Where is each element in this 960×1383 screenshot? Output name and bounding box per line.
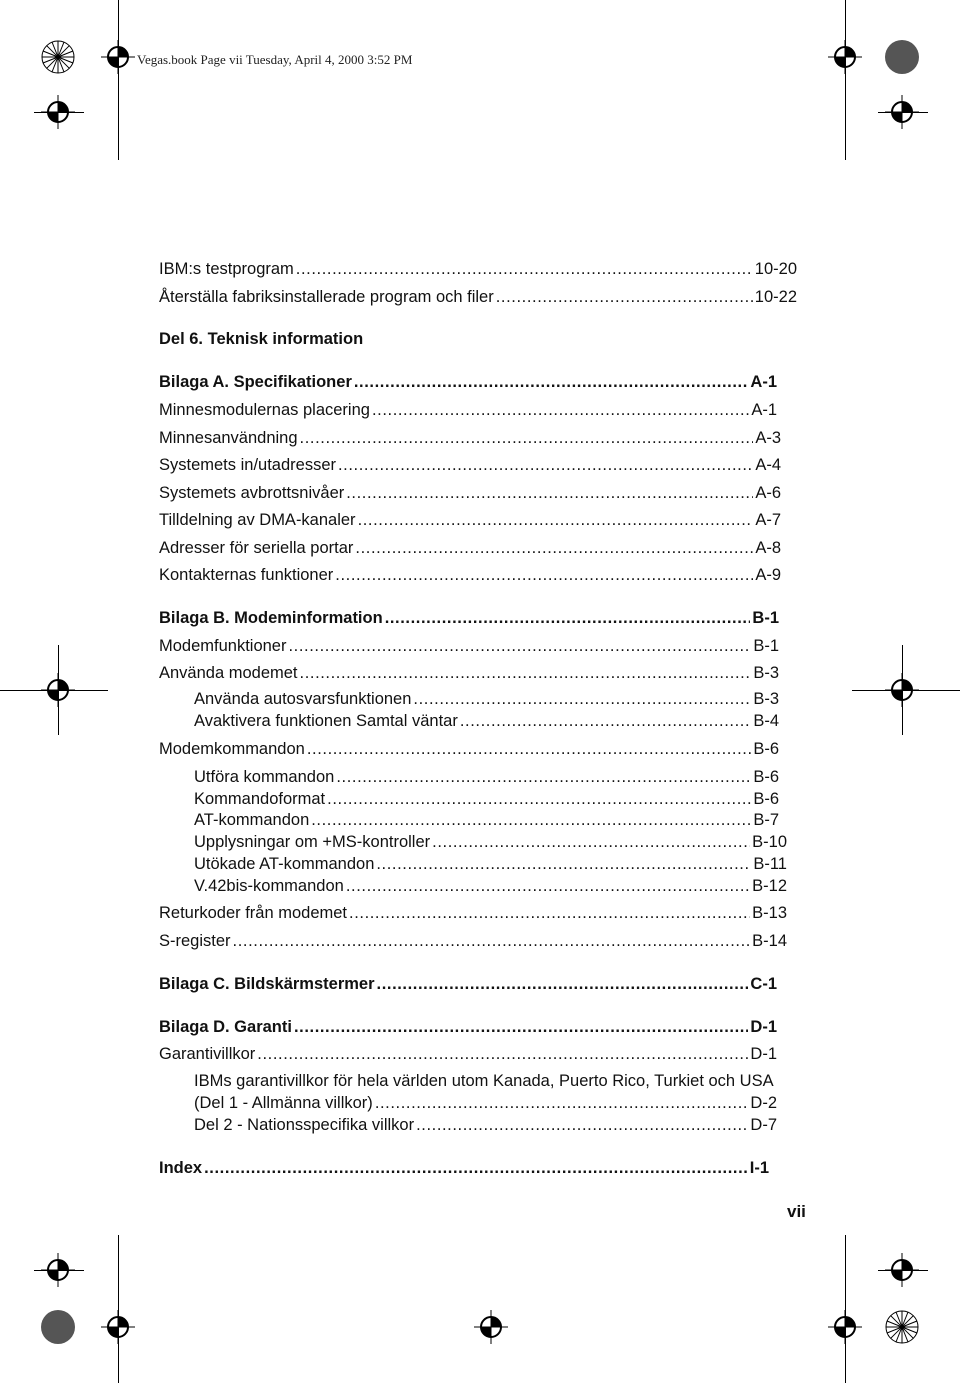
print-header: Vegas.book Page vii Tuesday, April 4, 2000 3:52 PM bbox=[137, 52, 413, 67]
gray-patch-icon bbox=[41, 1310, 75, 1344]
toc-entry[interactable]: (Del 1 - Allmänna villkor) ..... D-2 bbox=[194, 1092, 777, 1114]
toc-entry[interactable]: Avaktivera funktionen Samtal väntar ..... B-4 bbox=[194, 710, 779, 732]
registration-target-icon bbox=[101, 1310, 135, 1344]
toc-entry[interactable]: Bilaga A. Specifikationer ..... A-1 bbox=[159, 371, 777, 393]
toc-entry[interactable]: Returkoder från modemet ..... B-13 bbox=[159, 902, 787, 924]
registration-target-icon bbox=[41, 1253, 75, 1287]
toc-entry[interactable]: Index ..... I-1 bbox=[159, 1157, 769, 1179]
page-number: vii bbox=[787, 1202, 806, 1221]
toc-entry[interactable]: Systemets avbrottsnivåer ..... A-6 bbox=[159, 482, 781, 504]
toc-entry[interactable]: Bilaga D. Garanti ..... D-1 bbox=[159, 1016, 777, 1038]
toc-entry[interactable]: Återställa fabriksinstallerade program och filer ..... 10-22 bbox=[159, 286, 797, 308]
toc-entry[interactable]: Modemkommandon ..... B-6 bbox=[159, 738, 779, 760]
registration-target-icon bbox=[41, 95, 75, 129]
toc-entry[interactable]: Kommandoformat ..... B-6 bbox=[194, 788, 779, 810]
registration-target-icon bbox=[885, 673, 919, 707]
toc-entry[interactable]: Modemfunktioner ..... B-1 bbox=[159, 635, 779, 657]
registration-target-icon bbox=[885, 1253, 919, 1287]
toc-entry[interactable]: Adresser för seriella portar ..... A-8 bbox=[159, 537, 781, 559]
toc-entry-text[interactable]: IBMs garantivillkor för hela världen utom Kanada, Puerto Rico, Turkiet och USA bbox=[194, 1072, 774, 1090]
toc-entry[interactable]: Del 2 - Nationsspecifika villkor ..... D-7 bbox=[194, 1114, 777, 1136]
toc-entry[interactable]: Minnesmodulernas placering ..... A-1 bbox=[159, 399, 777, 421]
toc-entry[interactable]: IBM:s testprogram ..... 10-20 bbox=[159, 258, 797, 280]
registration-target-icon bbox=[101, 40, 135, 74]
toc-entry[interactable]: Utföra kommandon ..... B-6 bbox=[194, 766, 779, 788]
toc-entry[interactable]: Använda autosvarsfunktionen ..... B-3 bbox=[194, 688, 779, 710]
toc-entry[interactable]: Garantivillkor ..... D-1 bbox=[159, 1043, 777, 1065]
toc-entry[interactable]: Utökade AT-kommandon ..... B-11 bbox=[194, 853, 787, 875]
starburst-target-icon bbox=[885, 1310, 919, 1344]
registration-target-icon bbox=[828, 40, 862, 74]
registration-target-icon bbox=[41, 673, 75, 707]
toc-entry[interactable]: S-register ..... B-14 bbox=[159, 930, 787, 952]
toc-entry[interactable]: Minnesanvändning ..... A-3 bbox=[159, 427, 781, 449]
crop-mark bbox=[118, 0, 119, 160]
toc-entry[interactable]: Kontakternas funktioner ..... A-9 bbox=[159, 564, 781, 586]
toc-entry[interactable]: Tilldelning av DMA-kanaler ..... A-7 bbox=[159, 509, 781, 531]
crop-mark bbox=[845, 1235, 846, 1383]
toc-entry[interactable]: Använda modemet ..... B-3 bbox=[159, 662, 779, 684]
registration-target-icon bbox=[828, 1310, 862, 1344]
gray-patch-icon bbox=[885, 40, 919, 74]
part-heading: Del 6. Teknisk information bbox=[159, 330, 364, 348]
crop-mark bbox=[845, 0, 846, 160]
toc-entry[interactable]: Upplysningar om +MS-kontroller ..... B-10 bbox=[194, 831, 787, 853]
toc-entry[interactable]: Bilaga B. Modeminformation ..... B-1 bbox=[159, 607, 779, 629]
registration-target-icon bbox=[474, 1310, 508, 1344]
toc-entry[interactable]: Bilaga C. Bildskärmstermer ..... C-1 bbox=[159, 973, 777, 995]
toc-entry[interactable]: AT-kommandon ..... B-7 bbox=[194, 809, 779, 831]
registration-target-icon bbox=[885, 95, 919, 129]
starburst-target-icon bbox=[41, 40, 75, 74]
crop-mark bbox=[118, 1235, 119, 1383]
toc-entry[interactable]: Systemets in/utadresser ..... A-4 bbox=[159, 454, 781, 476]
toc-entry[interactable]: V.42bis-kommandon ..... B-12 bbox=[194, 875, 787, 897]
